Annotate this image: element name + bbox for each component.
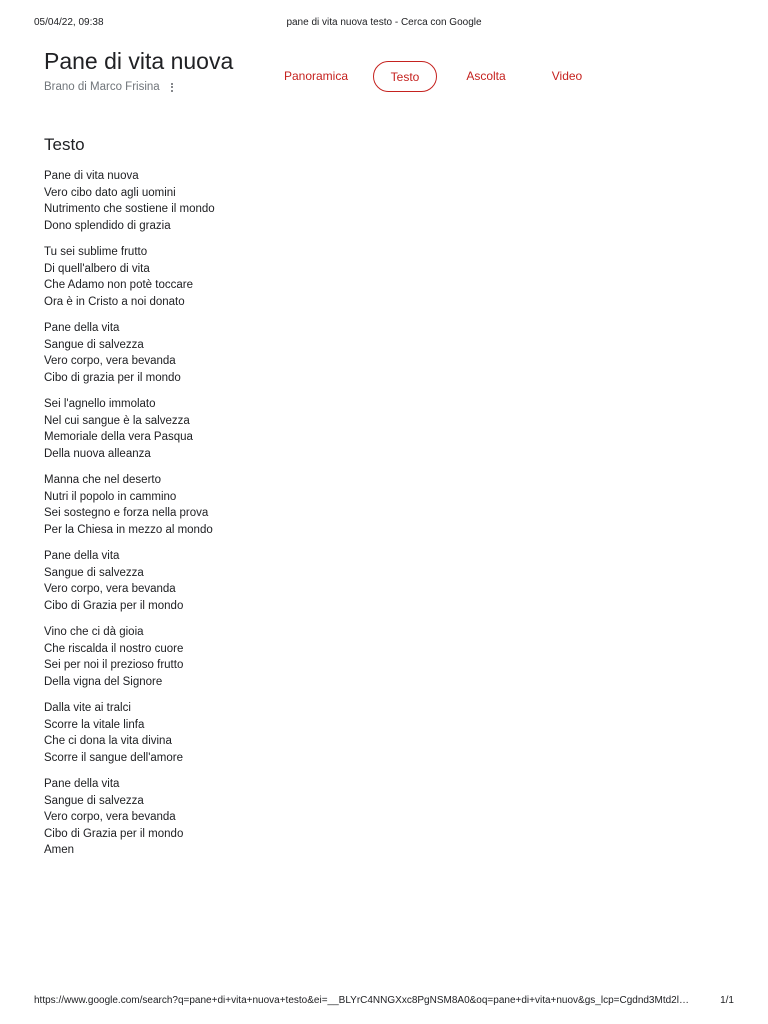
print-datetime: 05/04/22, 09:38	[34, 17, 104, 28]
lyrics-line: Della nuova alleanza	[44, 447, 151, 460]
song-title: Pane di vita nuova	[44, 48, 234, 74]
tab-video[interactable]: Video	[551, 69, 583, 83]
lyrics-line: Memoriale della vera Pasqua	[44, 431, 193, 443]
tab-bar	[265, 60, 601, 93]
lyrics-line: Per la Chiesa in mezzo al mondo	[44, 523, 213, 536]
lyrics-stanza	[44, 244, 215, 310]
lyrics-line: Amen	[44, 844, 75, 856]
lyrics-stanza	[44, 168, 215, 234]
lyrics-body	[44, 168, 215, 869]
lyrics-line: Sei sostegno e forza nella prova	[44, 507, 209, 519]
lyrics-stanza	[44, 396, 215, 462]
lyrics-stanza	[44, 472, 215, 538]
lyrics-line: Dono splendido di grazia	[44, 219, 171, 232]
lyrics-line: Vero corpo, vera bevanda	[44, 583, 176, 595]
lyrics-line: Manna che nel deserto	[44, 474, 161, 486]
lyrics-line: Sangue di salvezza	[44, 794, 144, 807]
lyrics-stanza	[44, 700, 215, 766]
lyrics-stanza	[44, 320, 215, 386]
lyrics-line: Che ci dona la vita divina	[44, 735, 172, 747]
lyrics-line: Dalla vite ai tralci	[44, 702, 131, 714]
lyrics-line: Vero corpo, vera bevanda	[44, 355, 176, 367]
lyrics-line: Pane di vita nuova	[44, 170, 139, 182]
print-page-number: 1/1	[720, 995, 734, 1006]
lyrics-line: Vero corpo, vera bevanda	[44, 811, 176, 823]
lyrics-line: Di quell'albero di vita	[44, 262, 150, 275]
lyrics-line: Nutri il popolo in cammino	[44, 490, 177, 503]
lyrics-stanza	[44, 548, 215, 614]
tab-ascolta[interactable]: Ascolta	[466, 69, 506, 83]
lyrics-line: Pane della vita	[44, 778, 120, 790]
lyrics-line: Vero cibo dato agli uomini	[44, 186, 176, 199]
lyrics-line: Nutrimento che sostiene il mondo	[44, 203, 215, 215]
lyrics-line: Cibo di Grazia per il mondo	[44, 599, 184, 612]
print-footer	[34, 995, 734, 1009]
song-subtitle: Brano di Marco Frisina	[44, 81, 160, 93]
lyrics-line: Pane della vita	[44, 322, 120, 334]
lyrics-line: Che Adamo non potè toccare	[44, 279, 193, 291]
lyrics-line: Che riscalda il nostro cuore	[44, 642, 184, 655]
tab-panoramica[interactable]: Panoramica	[283, 69, 349, 83]
lyrics-line: Nel cui sangue è la salvezza	[44, 414, 190, 427]
lyrics-stanza	[44, 624, 215, 690]
lyrics-line: Sei per noi il prezioso frutto	[44, 659, 184, 671]
print-url: https://www.google.com/search?q=pane+di+vita+nuova+testo&ei=__BLYrC4NNGXxc8PgNSM8A0&oq=pane+di+vita+nuov&gs_lcp=Cgdnd3Mtd2l…	[34, 995, 689, 1006]
print-page-title: pane di vita nuova testo - Cerca con Google	[286, 17, 482, 28]
song-title-block	[44, 47, 233, 93]
lyrics-line: Cibo di grazia per il mondo	[44, 371, 181, 384]
lyrics-line: Sangue di salvezza	[44, 566, 144, 579]
lyrics-line: Cibo di Grazia per il mondo	[44, 827, 184, 840]
print-header	[34, 17, 734, 31]
song-subtitle-row	[44, 81, 233, 93]
lyrics-line: Scorre la vitale linfa	[44, 718, 145, 731]
lyrics-line: Ora è in Cristo a noi donato	[44, 295, 185, 308]
lyrics-line: Sei l'agnello immolato	[44, 398, 156, 410]
lyrics-line: Sangue di salvezza	[44, 338, 144, 351]
lyrics-line: Vino che ci dà gioia	[44, 626, 144, 638]
lyrics-line: Della vigna del Signore	[44, 675, 163, 688]
lyrics-stanza	[44, 776, 215, 859]
lyrics-line: Pane della vita	[44, 550, 120, 562]
lyrics-line: Scorre il sangue dell'amore	[44, 751, 183, 764]
tab-testo[interactable]: Testo	[373, 61, 437, 92]
more-vert-icon[interactable]	[171, 83, 173, 92]
lyrics-line: Tu sei sublime frutto	[44, 246, 148, 258]
lyrics-heading: Testo	[44, 135, 85, 154]
